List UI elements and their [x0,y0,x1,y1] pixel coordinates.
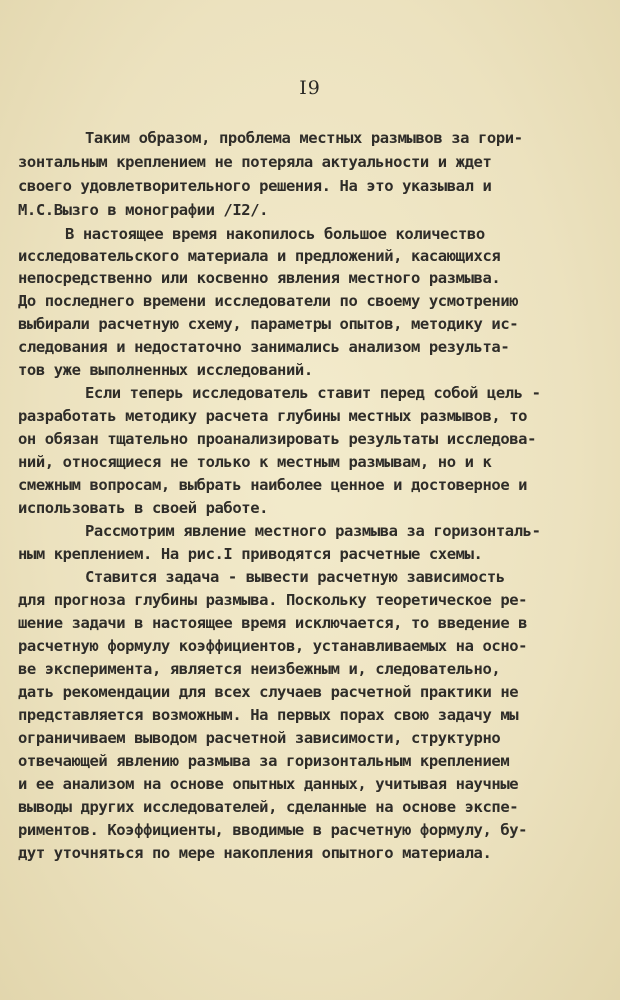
text-line: дут уточняться по мере накопления опытного материала. [18,844,492,862]
text-line: риментов. Коэффициенты, вводимые в расчетную формулу, бу- [18,821,528,839]
text-line: Таким образом, проблема местных размывов за гори- [85,129,523,147]
text-line: выводы других исследователей, сделанные на основе экспе- [18,798,519,816]
text-line: Ставится задача - вывести расчетную зависимость [85,568,505,586]
text-line: выбирали расчетную схему, параметры опытов, методику ис- [18,315,519,333]
text-line: М.С.Вызго в монографии /I2/. [18,201,269,219]
text-line: и ее анализом на основе опытных данных, учитывая научные [18,775,519,793]
text-line: В настоящее время накопилось большое количество [65,225,485,243]
text-line: Если теперь исследователь ставит перед собой цель - [85,384,541,402]
text-line: тов уже выполненных исследований. [18,361,313,379]
text-line: непосредственно или косвенно явления местного размыва. [18,269,501,287]
text-line: следования и недостаточно занимались анализом результа- [18,338,510,356]
text-line: ограничиваем выводом расчетной зависимости, структурно [18,729,501,747]
page-number: I9 [299,77,321,99]
text-line: шение задачи в настоящее время исключается, то введение в [18,614,528,632]
text-line: для прогноза глубины размыва. Поскольку теоретическое ре- [18,591,528,609]
text-line: смежным вопросам, выбрать наиболее ценное и достоверное и [18,476,528,494]
text-line: он обязан тщательно проанализировать результаты исследова- [18,430,537,448]
text-line: Рассмотрим явление местного размыва за горизонталь- [85,522,541,540]
text-line: расчетную формулу коэффициентов, устанавливаемых на осно- [18,637,528,655]
text-line: отвечающей явлению размыва за горизонтальным креплением [18,752,510,770]
text-line: своего удовлетворительного решения. На это указывал и [18,177,492,195]
text-line: исследовательского материала и предложений, касающихся [18,247,501,265]
text-line: представляется возможным. На первых порах свою задачу мы [18,706,519,724]
text-line: ным креплением. На рис.I приводятся расчетные схемы. [18,545,483,563]
text-line: До последнего времени исследователи по своему усмотрению [18,292,519,310]
text-line: разработать методику расчета глубины местных размывов, то [18,407,528,425]
text-line: ве эксперимента, является неизбежным и, следовательно, [18,660,501,678]
text-line: дать рекомендации для всех случаев расчетной практики не [18,683,519,701]
text-line: использовать в своей работе. [18,499,269,517]
text-line: зонтальным креплением не потеряла актуальности и ждет [18,153,492,171]
text-line: ний, относящиеся не только к местным размывам, но и к [18,453,492,471]
